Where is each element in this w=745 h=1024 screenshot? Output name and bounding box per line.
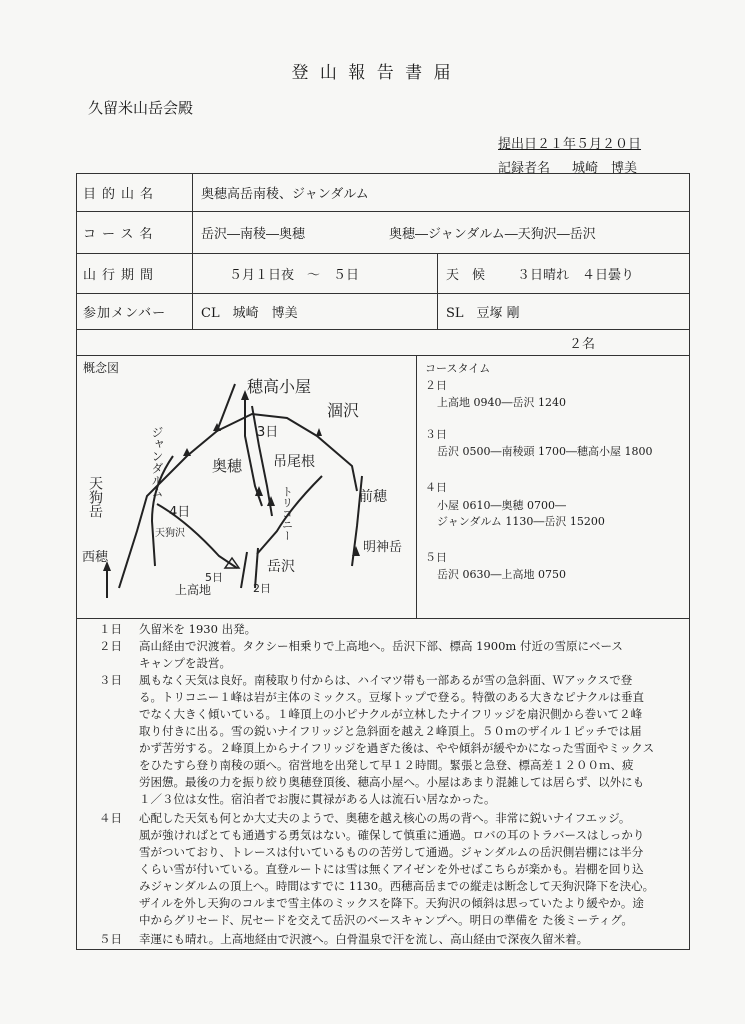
note-line: 取り付きに出る。雪の鋭いナイフリッジと急斜面を越え２峰頂上。５０ｍのザイル１ピッチでは届 — [139, 724, 642, 738]
map-text-day4: 4日 — [169, 505, 191, 520]
daily-notes — [76, 619, 690, 950]
map-text-tengudake: 天狗岳 — [87, 476, 103, 518]
note-line: 風が強ければとても通過する勇気はない。確保して慎重に通過。ロバの耳のトラバースはしっかり — [139, 828, 645, 842]
note-line: かず苦労する。２峰頂上からナイフリッジを過ぎた後は、やや傾斜が緩やかになった雪面やミックス — [139, 741, 655, 755]
map-text-day5: 5日 — [205, 571, 223, 584]
ridge-line-jandarme — [119, 384, 235, 588]
course-time-day-label: ３日 — [425, 428, 447, 441]
camp-tent-icon — [225, 558, 239, 568]
label-members: 参加メンバー — [77, 294, 193, 329]
row-course — [77, 212, 689, 254]
note-line: キャンプを設営。 — [139, 656, 231, 670]
note-line: くらい雪が付いている。直登ルートには雪は無くアイゼンを外せばこちらが楽かも。岩棚を回り込 — [139, 862, 644, 876]
recorder-name: 城崎 博美 — [572, 161, 638, 176]
report-form-table — [76, 173, 690, 619]
map-text-okuho: 奥穂 — [212, 457, 243, 475]
member-count: ２名 — [569, 337, 596, 352]
peak-marker-1 — [183, 448, 191, 456]
route-line-north-2 — [252, 406, 272, 516]
peak-marker-2 — [316, 428, 322, 436]
value-target-mountain: 奥穂高岳南稜、ジャンダルム — [201, 187, 369, 202]
addressee: 久留米山岳会殿 — [88, 99, 194, 117]
note-day-label: ５日 — [99, 932, 122, 946]
note-line: 中からグリセード、尻セードを交えて岳沢のベースキャンプへ。明日の準備を た後ミーティグ。 — [139, 913, 633, 927]
label-course: コース名 — [77, 212, 193, 253]
row-members — [77, 294, 689, 330]
note-line: 久留米を 1930 出発。 — [139, 622, 257, 636]
map-text-hodaka-hut: 穂高小屋 — [247, 377, 312, 396]
value-course-2: 奥穂―ジャンダルム―天狗沢―岳沢 — [389, 227, 596, 242]
course-time-heading: コースタイム — [425, 362, 491, 375]
value-course-1: 岳沢―南稜―奥穂 — [201, 227, 306, 242]
note-line: 心配した天気も何とか大丈夫のようで、奥穂を越え核心の馬の背へ。非常に鋭いナイフエッジ。 — [139, 811, 631, 825]
map-text-nishiho: 西穂 — [82, 550, 109, 565]
map-text-kamikochi: 上高地 — [175, 583, 212, 597]
note-line: 幸運にも晴れ。上高地経由で沢渡へ。白骨温泉で汗を流し、高山経由で深夜久留米着。 — [139, 932, 589, 946]
map-text-jandarme: ジャンダルム — [150, 426, 164, 498]
course-time-line: 上高地 0940―岳沢 1240 — [437, 396, 566, 409]
label-period: 山行期間 — [77, 254, 193, 293]
route-line-kamikochi — [241, 552, 247, 588]
label-target-mountain: 目的山名 — [77, 174, 193, 211]
route-sketch — [77, 356, 415, 616]
label-weather: 天 候 — [437, 254, 513, 293]
course-time-line: 岳沢 0630―上高地 0750 — [437, 568, 566, 581]
note-line: 風もなく天気は良好。南稜取り付からは、ハイマツ帯も一部あるが雪の急斜面、Ｗアックスで登 — [139, 673, 633, 687]
row-period — [77, 254, 689, 294]
map-text-day2: 2日 — [253, 582, 271, 595]
map-label: 概念図 — [83, 361, 120, 375]
value-subleader: SL 豆塚 剛 — [437, 294, 689, 329]
note-line: をひたすら登り南稜の頭へ。宿営地を出発して早１２時間。緊張と急登、標高差１２００ｍ、疲 — [139, 758, 634, 772]
note-line: １／３位は女性。宿泊者でお腹に貫禄がある人は流石い居なかった。 — [139, 792, 496, 806]
course-time-line: 小屋 0610―奥穂 0700― — [437, 499, 566, 512]
map-text-day3: 3日 — [257, 425, 279, 440]
note-line: ザイルを外し天狗のコルまで雪主体のミックスを降下。天狗沢の傾斜は思っていたより緩やか。途 — [139, 896, 644, 910]
map-text-tengusawa: 天狗沢 — [155, 528, 185, 539]
note-line: 労困憊。最後の力を振り絞り奥穂登頂後、穂高小屋へ。小屋はあまり混雑しては居らず、以外にも — [139, 775, 645, 789]
map-text-karasawa: 涸沢 — [327, 401, 360, 420]
course-time-day-label: ４日 — [425, 481, 447, 494]
note-day-label: ２日 — [99, 639, 122, 653]
map-text-tsurione: 吊尾根 — [273, 454, 315, 470]
note-line: 高山経由で沢渡着。タクシー相乗りで上高地へ。岳沢下部、標高 1900m 付近の雪原にベース — [139, 639, 623, 653]
note-line: る。トリコニー１峰は岩が主体のミックス。豆塚トップで登る。特徴のある大きなピナクルは垂直 — [139, 690, 644, 704]
row-member-count — [77, 330, 689, 356]
value-period: ５月１日夜 ～ ５日 — [229, 268, 360, 283]
note-line: みジャンダルムの頂上へ。時間はすでに 1130。西穂高岳までの縦走は断念して天狗沢降下を決心。 — [139, 879, 655, 893]
submit-date: 提出日２１年５月２０日 — [498, 137, 642, 152]
map-text-dakesawa: 岳沢 — [267, 559, 295, 575]
note-day-label: ４日 — [99, 811, 122, 825]
note-day-label: ３日 — [99, 673, 122, 687]
course-time-day-label: ５日 — [425, 551, 447, 564]
recorder-label: 記録者名 — [498, 161, 551, 176]
route-sketch-map — [77, 356, 417, 618]
value-leader: CL 城崎 博美 — [201, 306, 298, 321]
map-text-maeho: 前穂 — [359, 489, 387, 505]
report-title: 登 山 報 告 書 届 — [291, 63, 454, 83]
value-weather: ３日晴れ ４日曇り — [517, 268, 635, 283]
course-time-day-label: ２日 — [425, 379, 447, 392]
row-target-mountain — [77, 174, 689, 212]
map-text-torikony: トリコニー — [280, 486, 294, 541]
ridge-line-tsuri-one — [217, 414, 357, 491]
note-line: 雪がついており、トレースは付いているものの苦労して通過。ジャンダルムの岳沢側岩棚には半分 — [139, 845, 644, 859]
note-day-label: １日 — [99, 622, 122, 636]
course-time-line: 岳沢 0500―南稜頭 1700―穂高小屋 1800 — [437, 445, 653, 458]
note-line: でなく大きく傾いている。１峰頂上の小ピナクルが立林したナイフリッジを扇沢側から巻いて２峰 — [139, 707, 643, 721]
course-time-line: ジャンダルム 1130―岳沢 15200 — [437, 515, 605, 528]
map-text-myojin: 明神岳 — [363, 540, 403, 555]
